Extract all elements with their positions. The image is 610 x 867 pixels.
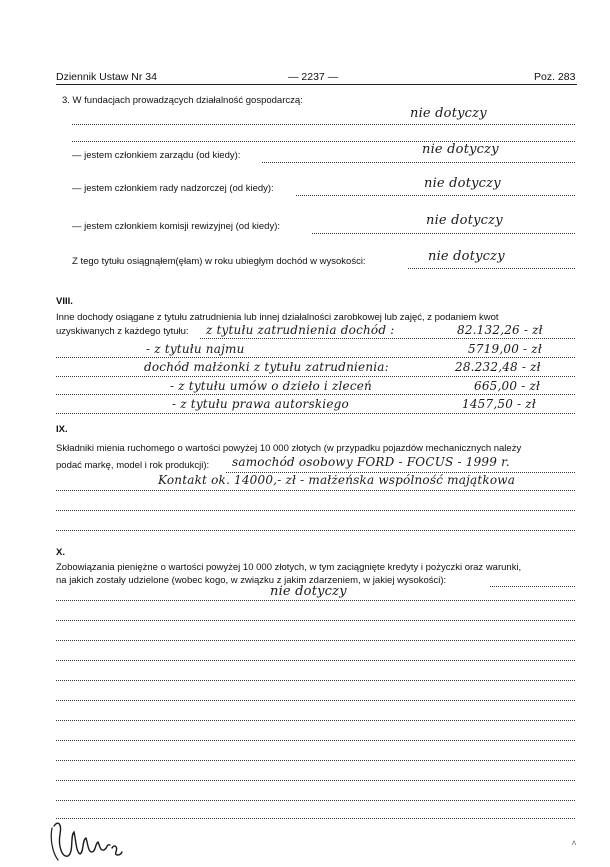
answer-line <box>56 780 575 781</box>
income-entry-amount: 665,00 - zł <box>474 379 541 393</box>
section-x-intro: na jakich zostały udzielone (wobec kogo, w związku z jakim zdarzeniem, w jakiej wysokości): <box>56 575 447 586</box>
answer-line <box>56 394 575 395</box>
section-ix-intro: Składniki mienia ruchomego o wartości powyżej 10 000 złotych (w przypadku pojazdów mechanicznych należy <box>56 443 522 454</box>
answer-line <box>56 800 575 801</box>
income-entry-text: - z tytułu umów o dzieło i zleceń <box>170 379 372 393</box>
section-viii-intro: Inne dochody osiągane z tytułu zatrudnienia lub innej działalności zarobkowej lub zajęć, z podaniem kwot <box>56 312 499 323</box>
header-rule <box>56 84 577 85</box>
answer-line <box>408 268 575 269</box>
income-entry-amount: 5719,00 - zł <box>468 342 542 356</box>
answer-line <box>56 376 575 377</box>
position-number: Poz. 283 <box>534 71 576 83</box>
income-entry-text: z tytułu zatrudnienia dochód : <box>206 323 395 337</box>
income-entry-amount: 28.232,48 - zł <box>455 360 541 374</box>
answer-line <box>56 490 575 491</box>
answer-line <box>56 720 575 721</box>
section-x-number: X. <box>56 547 65 558</box>
section-x-intro: Zobowiązania pieniężne o wartości powyżej 10 000 złotych, w tym zaciągnięte kredyty i pożyczki oraz warunki, <box>56 562 522 573</box>
answer-line <box>56 760 575 761</box>
movable-assets-answer: samochód osobowy FORD - FOCUS - 1999 r. <box>232 455 510 469</box>
answer-line <box>262 162 575 163</box>
income-entry-text: dochód małżonki z tytułu zatrudnienia: <box>144 360 389 374</box>
answer-line <box>56 680 575 681</box>
answer-line <box>56 413 575 414</box>
supervisory-answer: nie dotyczy <box>424 176 501 191</box>
answer-line <box>490 586 575 587</box>
income-entry-text: - z tytułu prawa autorskiego <box>172 397 349 411</box>
signature-mark <box>50 818 140 863</box>
answer-line <box>56 740 575 741</box>
answer-line <box>56 620 575 621</box>
audit-answer: nie dotyczy <box>426 213 503 228</box>
income-entry-text: - z tytułu najmu <box>146 342 245 356</box>
answer-line <box>296 195 575 196</box>
answer-line <box>56 510 575 511</box>
answer-line <box>312 233 575 234</box>
foundations-answer: nie dotyczy <box>410 106 487 121</box>
answer-line <box>72 141 575 142</box>
answer-line <box>56 600 575 601</box>
answer-line <box>56 700 575 701</box>
section-viii-intro: uzyskiwanych z każdego tytułu: <box>56 326 189 337</box>
board-answer: nie dotyczy <box>422 142 499 157</box>
answer-line <box>200 338 575 339</box>
answer-line <box>56 640 575 641</box>
answer-line <box>56 357 575 358</box>
income-entry-amount: 1457,50 - zł <box>462 397 536 411</box>
journal-title: Dziennik Ustaw Nr 34 <box>56 71 157 83</box>
audit-label: — jestem członkiem komisji rewizyjnej (od kiedy): <box>72 221 280 232</box>
board-label: — jestem członkiem zarządu (od kiedy): <box>72 150 241 161</box>
movable-assets-answer: Kontakt ok. 14000,- zł - małżeńska wspólność majątkowa <box>158 473 516 487</box>
answer-line <box>56 530 575 531</box>
income-entry-amount: 82.132,26 - zł <box>457 323 543 337</box>
income-label: Z tego tytułu osiągnąłem(ęłam) w roku ubiegłym dochód w wysokości: <box>72 256 366 267</box>
section-ix-number: IX. <box>56 424 68 435</box>
income-answer: nie dotyczy <box>428 249 505 264</box>
answer-line <box>72 124 575 125</box>
section-ix-intro: podać markę, model i rok produkcji): <box>56 460 210 471</box>
answer-line <box>56 660 575 661</box>
section-viii-number: VIII. <box>56 296 73 307</box>
supervisory-label: — jestem członkiem rady nadzorczej (od kiedy): <box>72 183 274 194</box>
page-number: — 2237 — <box>288 71 339 83</box>
corner-mark-icon: ʌ <box>572 838 576 847</box>
foundations-heading: 3. W fundacjach prowadzących działalność gospodarczą: <box>62 95 303 106</box>
liabilities-answer: nie dotyczy <box>270 584 347 599</box>
